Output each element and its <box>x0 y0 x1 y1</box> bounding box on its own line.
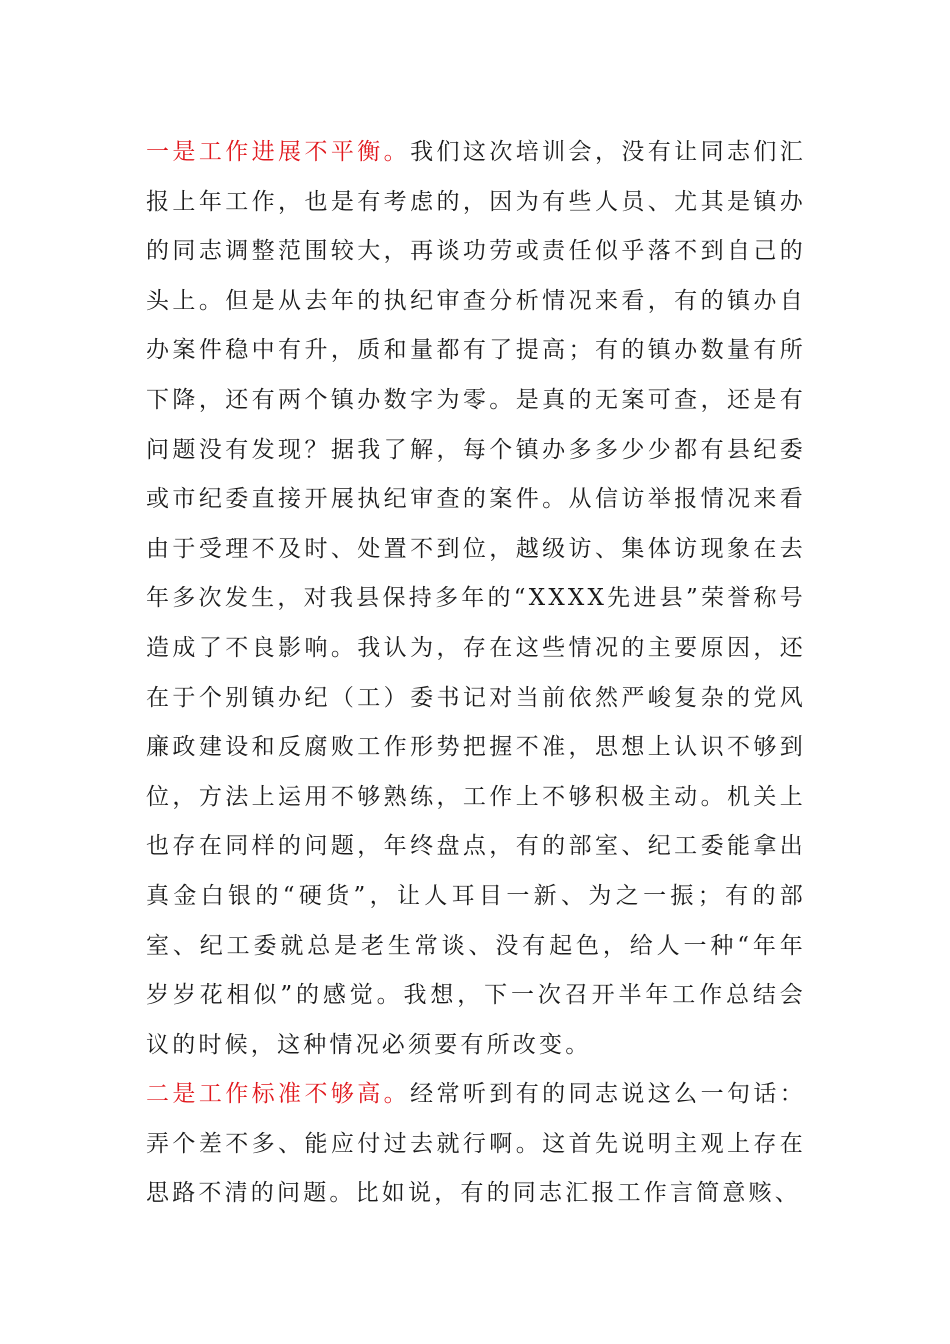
paragraph-standards <box>146 1070 806 1219</box>
document-body <box>146 128 806 1219</box>
paragraph-lead: 一是工作进展不平衡。 <box>146 139 411 165</box>
paragraph-text: 我们这次培训会，没有让同志们汇报上年工作，也是有考虑的，因为有些人员、尤其是镇办的同志调整范围较大，再谈功劳或责任似乎落不到自己的头上。但是从去年的执纪审查分析情况来看，有的镇办自办案件稳中有升，质和量都有了提高；有的镇办数量有所下降，还有两个镇办数字为零。是真的无案可查，还是有问题没有发现？据我了解，每个镇办多多少少都有县纪委或市纪委直接开展执纪审查的案件。从信访举报情况来看由于受理不及时、处置不到位，越级访、集体访现象在去年多次发生，对我县保持多年的“XXXX先进县”荣誉称号造成了不良影响。我认为，存在这些情况的主要原因，还在于个别镇办纪（工）委书记对当前依然严峻复杂的党风廉政建设和反腐败工作形势把握不准，思想上认识不够到位，方法上运用不够熟练，工作上不够积极主动。机关上也存在同样的问题，年终盘点，有的部室、纪工委能拿出真金白银的“硬货”，让人耳目一新、为之一振；有的部室、纪工委就总是老生常谈、没有起色，给人一种“年年岁岁花相似”的感觉。我想，下一次召开半年工作总结会议的时候，这种情况必须要有所改变。 <box>146 139 807 1058</box>
paragraph-text: 经常听到有的同志说这么一句话：弄个差不多、能应付过去就行啊。这首先说明主观上存在思路不清的问题。比如说，有的同志汇报工作言简意赅、 <box>146 1081 807 1207</box>
paragraph-lead: 二是工作标准不够高。 <box>146 1081 411 1108</box>
paragraph-imbalance <box>146 128 806 1070</box>
